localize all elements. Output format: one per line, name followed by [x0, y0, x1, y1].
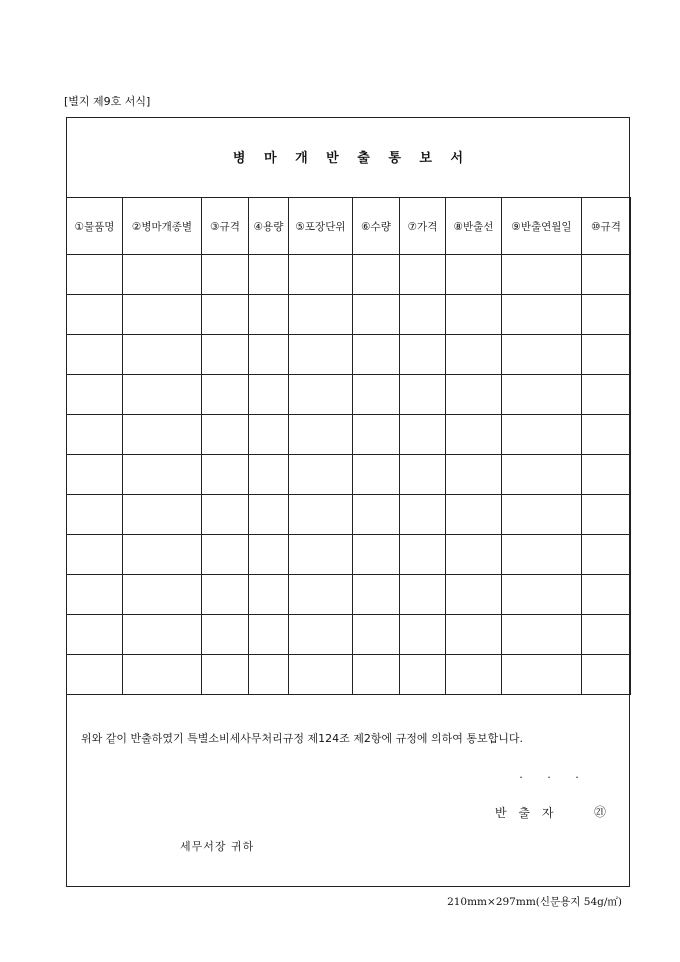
- table-cell[interactable]: [202, 335, 249, 375]
- table-cell[interactable]: [353, 495, 400, 535]
- table-cell[interactable]: [502, 415, 582, 455]
- table-cell[interactable]: [67, 455, 123, 495]
- table-cell[interactable]: [353, 535, 400, 575]
- table-cell[interactable]: [400, 295, 446, 335]
- table-cell[interactable]: [67, 615, 123, 655]
- table-cell[interactable]: [289, 615, 353, 655]
- col-header-destination: ⑧반출선: [446, 198, 502, 255]
- table-cell[interactable]: [202, 455, 249, 495]
- table-cell[interactable]: [202, 295, 249, 335]
- col-header-packing-unit: ⑤포장단위: [289, 198, 353, 255]
- table-cell[interactable]: [289, 295, 353, 335]
- table-cell[interactable]: [353, 375, 400, 415]
- table-cell[interactable]: [202, 535, 249, 575]
- table-cell[interactable]: [353, 335, 400, 375]
- date-day-mark: .: [575, 768, 579, 781]
- table-cell[interactable]: [502, 295, 582, 335]
- date-month-mark: .: [547, 768, 551, 781]
- table-cell[interactable]: [249, 255, 289, 295]
- table-cell[interactable]: [446, 615, 502, 655]
- table-row: [67, 255, 631, 295]
- table-cell[interactable]: [502, 535, 582, 575]
- table-cell[interactable]: [202, 615, 249, 655]
- table-cell[interactable]: [502, 575, 582, 615]
- table-cell[interactable]: [582, 455, 631, 495]
- form-number-label: [별지 제9호 서식]: [64, 95, 151, 108]
- table-row: [67, 655, 631, 695]
- table-cell[interactable]: [67, 335, 123, 375]
- table-row: [67, 295, 631, 335]
- table-cell[interactable]: [400, 415, 446, 455]
- col-header-quantity: ⑥수량: [353, 198, 400, 255]
- table-cell[interactable]: [582, 655, 631, 695]
- table-cell[interactable]: [289, 495, 353, 535]
- table-cell[interactable]: [353, 575, 400, 615]
- table-cell[interactable]: [289, 575, 353, 615]
- table-cell[interactable]: [123, 375, 202, 415]
- col-header-price: ⑦가격: [400, 198, 446, 255]
- recipient-line: 세무서장 귀하: [180, 840, 255, 853]
- table-cell[interactable]: [400, 455, 446, 495]
- table-header-row: [67, 198, 631, 255]
- table-cell[interactable]: [502, 495, 582, 535]
- table-cell[interactable]: [582, 375, 631, 415]
- table-cell[interactable]: [67, 295, 123, 335]
- table-cell[interactable]: [67, 575, 123, 615]
- form-frame: [66, 117, 630, 887]
- table-row: [67, 415, 631, 455]
- table-row: [67, 535, 631, 575]
- table-cell[interactable]: [289, 415, 353, 455]
- table-cell[interactable]: [400, 535, 446, 575]
- table-cell[interactable]: [289, 335, 353, 375]
- table-cell[interactable]: [502, 455, 582, 495]
- reporter-label: 반 출 자: [495, 806, 558, 820]
- table-cell[interactable]: [123, 495, 202, 535]
- table-cell[interactable]: [289, 455, 353, 495]
- col-header-ship-date: ⑨반출연월일: [502, 198, 582, 255]
- table-cell[interactable]: [249, 335, 289, 375]
- table-cell[interactable]: [582, 295, 631, 335]
- table-cell[interactable]: [289, 375, 353, 415]
- table-cell[interactable]: [353, 655, 400, 695]
- table-cell[interactable]: [502, 655, 582, 695]
- table-cell[interactable]: [249, 295, 289, 335]
- table-cell[interactable]: [582, 255, 631, 295]
- table-cell[interactable]: [446, 255, 502, 295]
- table-cell[interactable]: [123, 255, 202, 295]
- table-cell[interactable]: [353, 255, 400, 295]
- table-row: [67, 495, 631, 535]
- table-cell[interactable]: [400, 575, 446, 615]
- table-cell[interactable]: [446, 575, 502, 615]
- table-cell[interactable]: [123, 295, 202, 335]
- table-cell[interactable]: [400, 495, 446, 535]
- table-cell[interactable]: [446, 415, 502, 455]
- table-cell[interactable]: [353, 295, 400, 335]
- table-cell[interactable]: [582, 615, 631, 655]
- table-cell[interactable]: [123, 535, 202, 575]
- table-row: [67, 455, 631, 495]
- table-row: [67, 335, 631, 375]
- table-cell[interactable]: [67, 375, 123, 415]
- table-cell[interactable]: [289, 655, 353, 695]
- seal-mark: ㉑: [594, 805, 607, 819]
- table-cell[interactable]: [582, 335, 631, 375]
- table-cell[interactable]: [289, 255, 353, 295]
- table-cell[interactable]: [289, 535, 353, 575]
- table-cell[interactable]: [249, 575, 289, 615]
- form-title: 병 마 개 반 출 통 보 서: [232, 151, 471, 166]
- table-cell[interactable]: [582, 575, 631, 615]
- table-cell[interactable]: [67, 255, 123, 295]
- table-cell[interactable]: [202, 415, 249, 455]
- paper-spec: 210mm×297mm(신문용지 54g/㎡): [447, 896, 622, 908]
- col-header-cap-type: ②병마개종별: [123, 198, 202, 255]
- table-cell[interactable]: [446, 375, 502, 415]
- table-cell[interactable]: [123, 615, 202, 655]
- table-row: [67, 615, 631, 655]
- table-cell[interactable]: [582, 415, 631, 455]
- table-cell[interactable]: [249, 535, 289, 575]
- date-fields[interactable]: [507, 768, 591, 781]
- table-cell[interactable]: [67, 655, 123, 695]
- table-cell[interactable]: [502, 375, 582, 415]
- table-cell[interactable]: [249, 655, 289, 695]
- table-cell[interactable]: [400, 335, 446, 375]
- table-cell[interactable]: [123, 575, 202, 615]
- notice-statement: 위와 같이 반출하였기 특별소비세사무처리규정 제124조 제2항에 규정에 의하여 통보합니다.: [81, 732, 523, 745]
- table-cell[interactable]: [502, 615, 582, 655]
- table-cell[interactable]: [123, 335, 202, 375]
- table-cell[interactable]: [353, 415, 400, 455]
- table-cell[interactable]: [353, 455, 400, 495]
- col-header-spec: ③규격: [202, 198, 249, 255]
- table-cell[interactable]: [123, 415, 202, 455]
- table-cell[interactable]: [582, 495, 631, 535]
- table-cell[interactable]: [446, 295, 502, 335]
- table-cell[interactable]: [249, 495, 289, 535]
- table-cell[interactable]: [502, 335, 582, 375]
- table-cell[interactable]: [249, 615, 289, 655]
- table-cell[interactable]: [446, 455, 502, 495]
- date-year-mark: .: [519, 768, 523, 781]
- shipment-table: [66, 197, 631, 695]
- table-cell[interactable]: [446, 335, 502, 375]
- table-cell[interactable]: [446, 495, 502, 535]
- table-cell[interactable]: [400, 375, 446, 415]
- col-header-item-name: ①물품명: [67, 198, 123, 255]
- table-cell[interactable]: [400, 615, 446, 655]
- table-cell[interactable]: [123, 455, 202, 495]
- table-cell[interactable]: [353, 615, 400, 655]
- table-cell[interactable]: [202, 575, 249, 615]
- table-cell[interactable]: [67, 495, 123, 535]
- col-header-capacity: ④용량: [249, 198, 289, 255]
- table-row: [67, 575, 631, 615]
- table-cell[interactable]: [400, 655, 446, 695]
- table-cell[interactable]: [502, 255, 582, 295]
- table-cell[interactable]: [67, 535, 123, 575]
- table-cell[interactable]: [400, 255, 446, 295]
- table-row: [67, 375, 631, 415]
- table-cell[interactable]: [446, 535, 502, 575]
- table-cell[interactable]: [202, 255, 249, 295]
- table-cell[interactable]: [202, 375, 249, 415]
- table-cell[interactable]: [446, 655, 502, 695]
- table-cell[interactable]: [249, 375, 289, 415]
- table-cell[interactable]: [123, 655, 202, 695]
- table-cell[interactable]: [202, 495, 249, 535]
- table-cell[interactable]: [67, 415, 123, 455]
- table-cell[interactable]: [582, 535, 631, 575]
- table-cell[interactable]: [202, 655, 249, 695]
- col-header-spec-2: ⑩규격: [582, 198, 631, 255]
- table-cell[interactable]: [249, 455, 289, 495]
- table-cell[interactable]: [249, 415, 289, 455]
